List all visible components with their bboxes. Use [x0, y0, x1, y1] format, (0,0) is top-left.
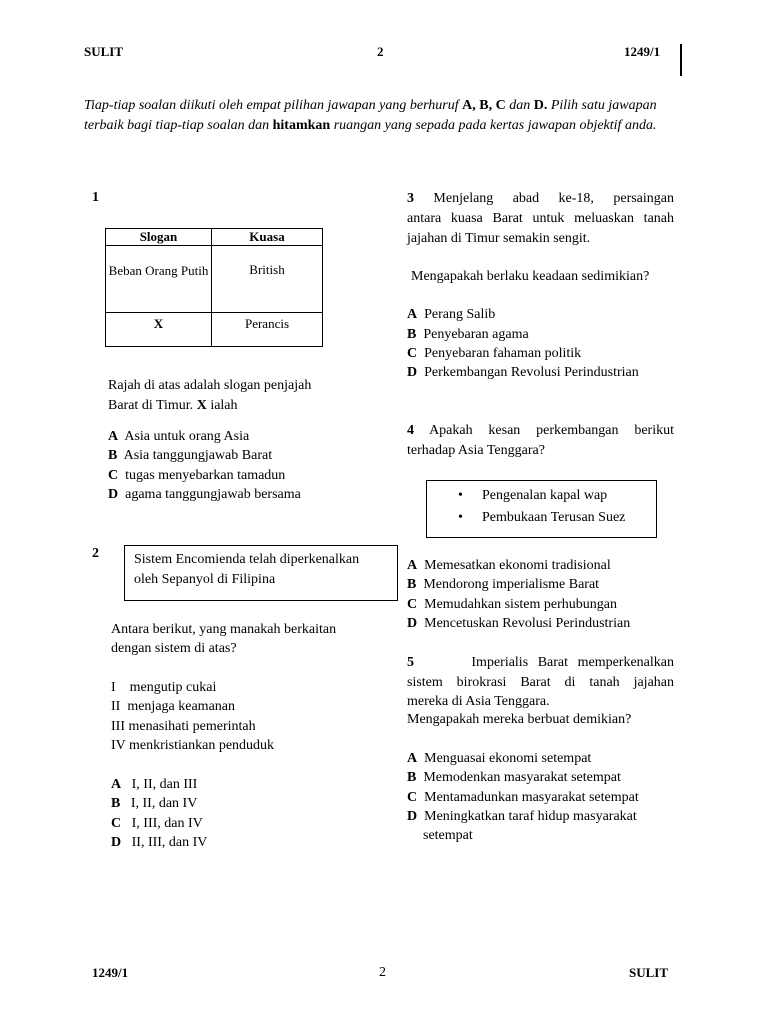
- header-page-number: 2: [377, 44, 384, 59]
- instr-part3: ruangan yang sepada pada kertas jawapan objektif anda.: [330, 118, 657, 133]
- q1-option-b: B Asia tanggungjawab Barat: [108, 448, 273, 463]
- q3-option-c: C Penyebaran fahaman politik: [407, 346, 582, 361]
- q3-question: Mengapakah berlaku keadaan sedimikian?: [411, 269, 650, 284]
- q1-stem-line2: Barat di Timur. X ialah: [108, 398, 238, 413]
- q3-stem-line3: jajahan di Timur semakin sengit.: [407, 231, 591, 246]
- q1-option-d: D agama tanggungjawab bersama: [108, 487, 301, 502]
- q5-stem-line2: sistem birokrasi Barat di tanah jajahan: [407, 675, 674, 690]
- instr-letter-d: D.: [533, 98, 548, 113]
- q1-cell-slogan-1: Beban Orang Putih: [106, 246, 212, 313]
- instr-hitamkan: hitamkan: [272, 118, 331, 133]
- q4-stem-line2: terhadap Asia Tenggara?: [407, 443, 545, 458]
- q5-option-b: B Memodenkan masyarakat setempat: [407, 770, 621, 785]
- q4-bullet-1: • Pengenalan kapal wap: [458, 488, 608, 503]
- q4-option-b: B Mendorong imperialisme Barat: [407, 577, 600, 592]
- q2-box-line1: Sistem Encomienda telah diperkenalkan: [134, 552, 360, 567]
- q1-cell-kuasa-1: British: [212, 246, 323, 313]
- q3-option-d: D Perkembangan Revolusi Perindustrian: [407, 365, 639, 380]
- q2-item-1: I mengutip cukai: [111, 680, 217, 695]
- instr-part2: Pilih satu jawapan terbaik bagi tiap-tiap soalan dan: [84, 98, 657, 133]
- header-right: 1249/1: [624, 44, 661, 59]
- footer-left: 1249/1: [92, 965, 129, 980]
- q1-stem-line1: Rajah di atas adalah slogan penjajah: [108, 378, 312, 393]
- q4-option-a: A Memesatkan ekonomi tradisional: [407, 558, 611, 573]
- instructions: [84, 96, 684, 136]
- q2-item-3: III menasihati pemerintah: [111, 719, 256, 734]
- header-left: SULIT: [84, 44, 124, 59]
- q2-stem-line1: Antara berikut, yang manakah berkaitan: [111, 622, 337, 637]
- q2-option-d: D II, III, dan IV: [111, 835, 208, 850]
- q2-option-c: C I, III, dan IV: [111, 816, 203, 831]
- footer-right: SULIT: [629, 965, 669, 980]
- q2-number: 2: [92, 546, 99, 561]
- margin-bar: [680, 44, 682, 76]
- q1-cell-slogan-2: X: [106, 313, 212, 347]
- instr-dan: dan: [505, 98, 534, 113]
- q5-option-d: D Meningkatkan taraf hidup masyarakat: [407, 809, 637, 824]
- q1-option-a: A Asia untuk orang Asia: [108, 429, 250, 444]
- q3-option-a: A Perang Salib: [407, 307, 496, 322]
- footer-page-number: 2: [379, 965, 386, 980]
- instr-letters: A, B, C: [462, 98, 506, 113]
- q1-col-kuasa: Kuasa: [212, 229, 323, 246]
- q1-col-slogan: Slogan: [106, 229, 212, 246]
- q4-stem-line1: 4 Apakah kesan perkembangan berikut: [407, 423, 674, 438]
- q2-item-2: II menjaga keamanan: [111, 699, 235, 714]
- q4-option-c: C Memudahkan sistem perhubungan: [407, 597, 617, 612]
- q2-item-4: IV menkristiankan penduduk: [111, 738, 275, 753]
- q1-slogan-table: [105, 228, 323, 347]
- q1-cell-kuasa-2: Perancis: [212, 313, 323, 347]
- q2-option-a: A I, II, dan III: [111, 777, 198, 792]
- q5-question: Mengapakah mereka berbuat demikian?: [407, 712, 632, 727]
- q5-option-a: A Menguasai ekonomi setempat: [407, 751, 592, 766]
- q2-option-b: B I, II, dan IV: [111, 796, 198, 811]
- q5-option-c: C Mentamadunkan masyarakat setempat: [407, 790, 639, 805]
- q3-option-b: B Penyebaran agama: [407, 327, 529, 342]
- q2-stem-line2: dengan sistem di atas?: [111, 641, 237, 656]
- q3-stem-line1: 3 Menjelang abad ke-18, persaingan: [407, 191, 674, 206]
- q5-option-d-cont: setempat: [423, 828, 473, 843]
- q4-bullet-2: • Pembukaan Terusan Suez: [458, 510, 626, 525]
- q4-option-d: D Mencetuskan Revolusi Perindustrian: [407, 616, 631, 631]
- q5-stem-line3: mereka di Asia Tenggara.: [407, 694, 550, 709]
- instr-part1: Tiap-tiap soalan diikuti oleh empat pilihan jawapan yang berhuruf: [84, 98, 463, 113]
- q5-stem-line1: 5 Imperialis Barat memperkenalkan: [407, 655, 674, 670]
- q1-option-c: C tugas menyebarkan tamadun: [108, 468, 286, 483]
- q2-box-line2: oleh Sepanyol di Filipina: [134, 572, 276, 587]
- q3-stem-line2: antara kuasa Barat untuk meluaskan tanah: [407, 211, 674, 226]
- q1-number: 1: [92, 190, 99, 205]
